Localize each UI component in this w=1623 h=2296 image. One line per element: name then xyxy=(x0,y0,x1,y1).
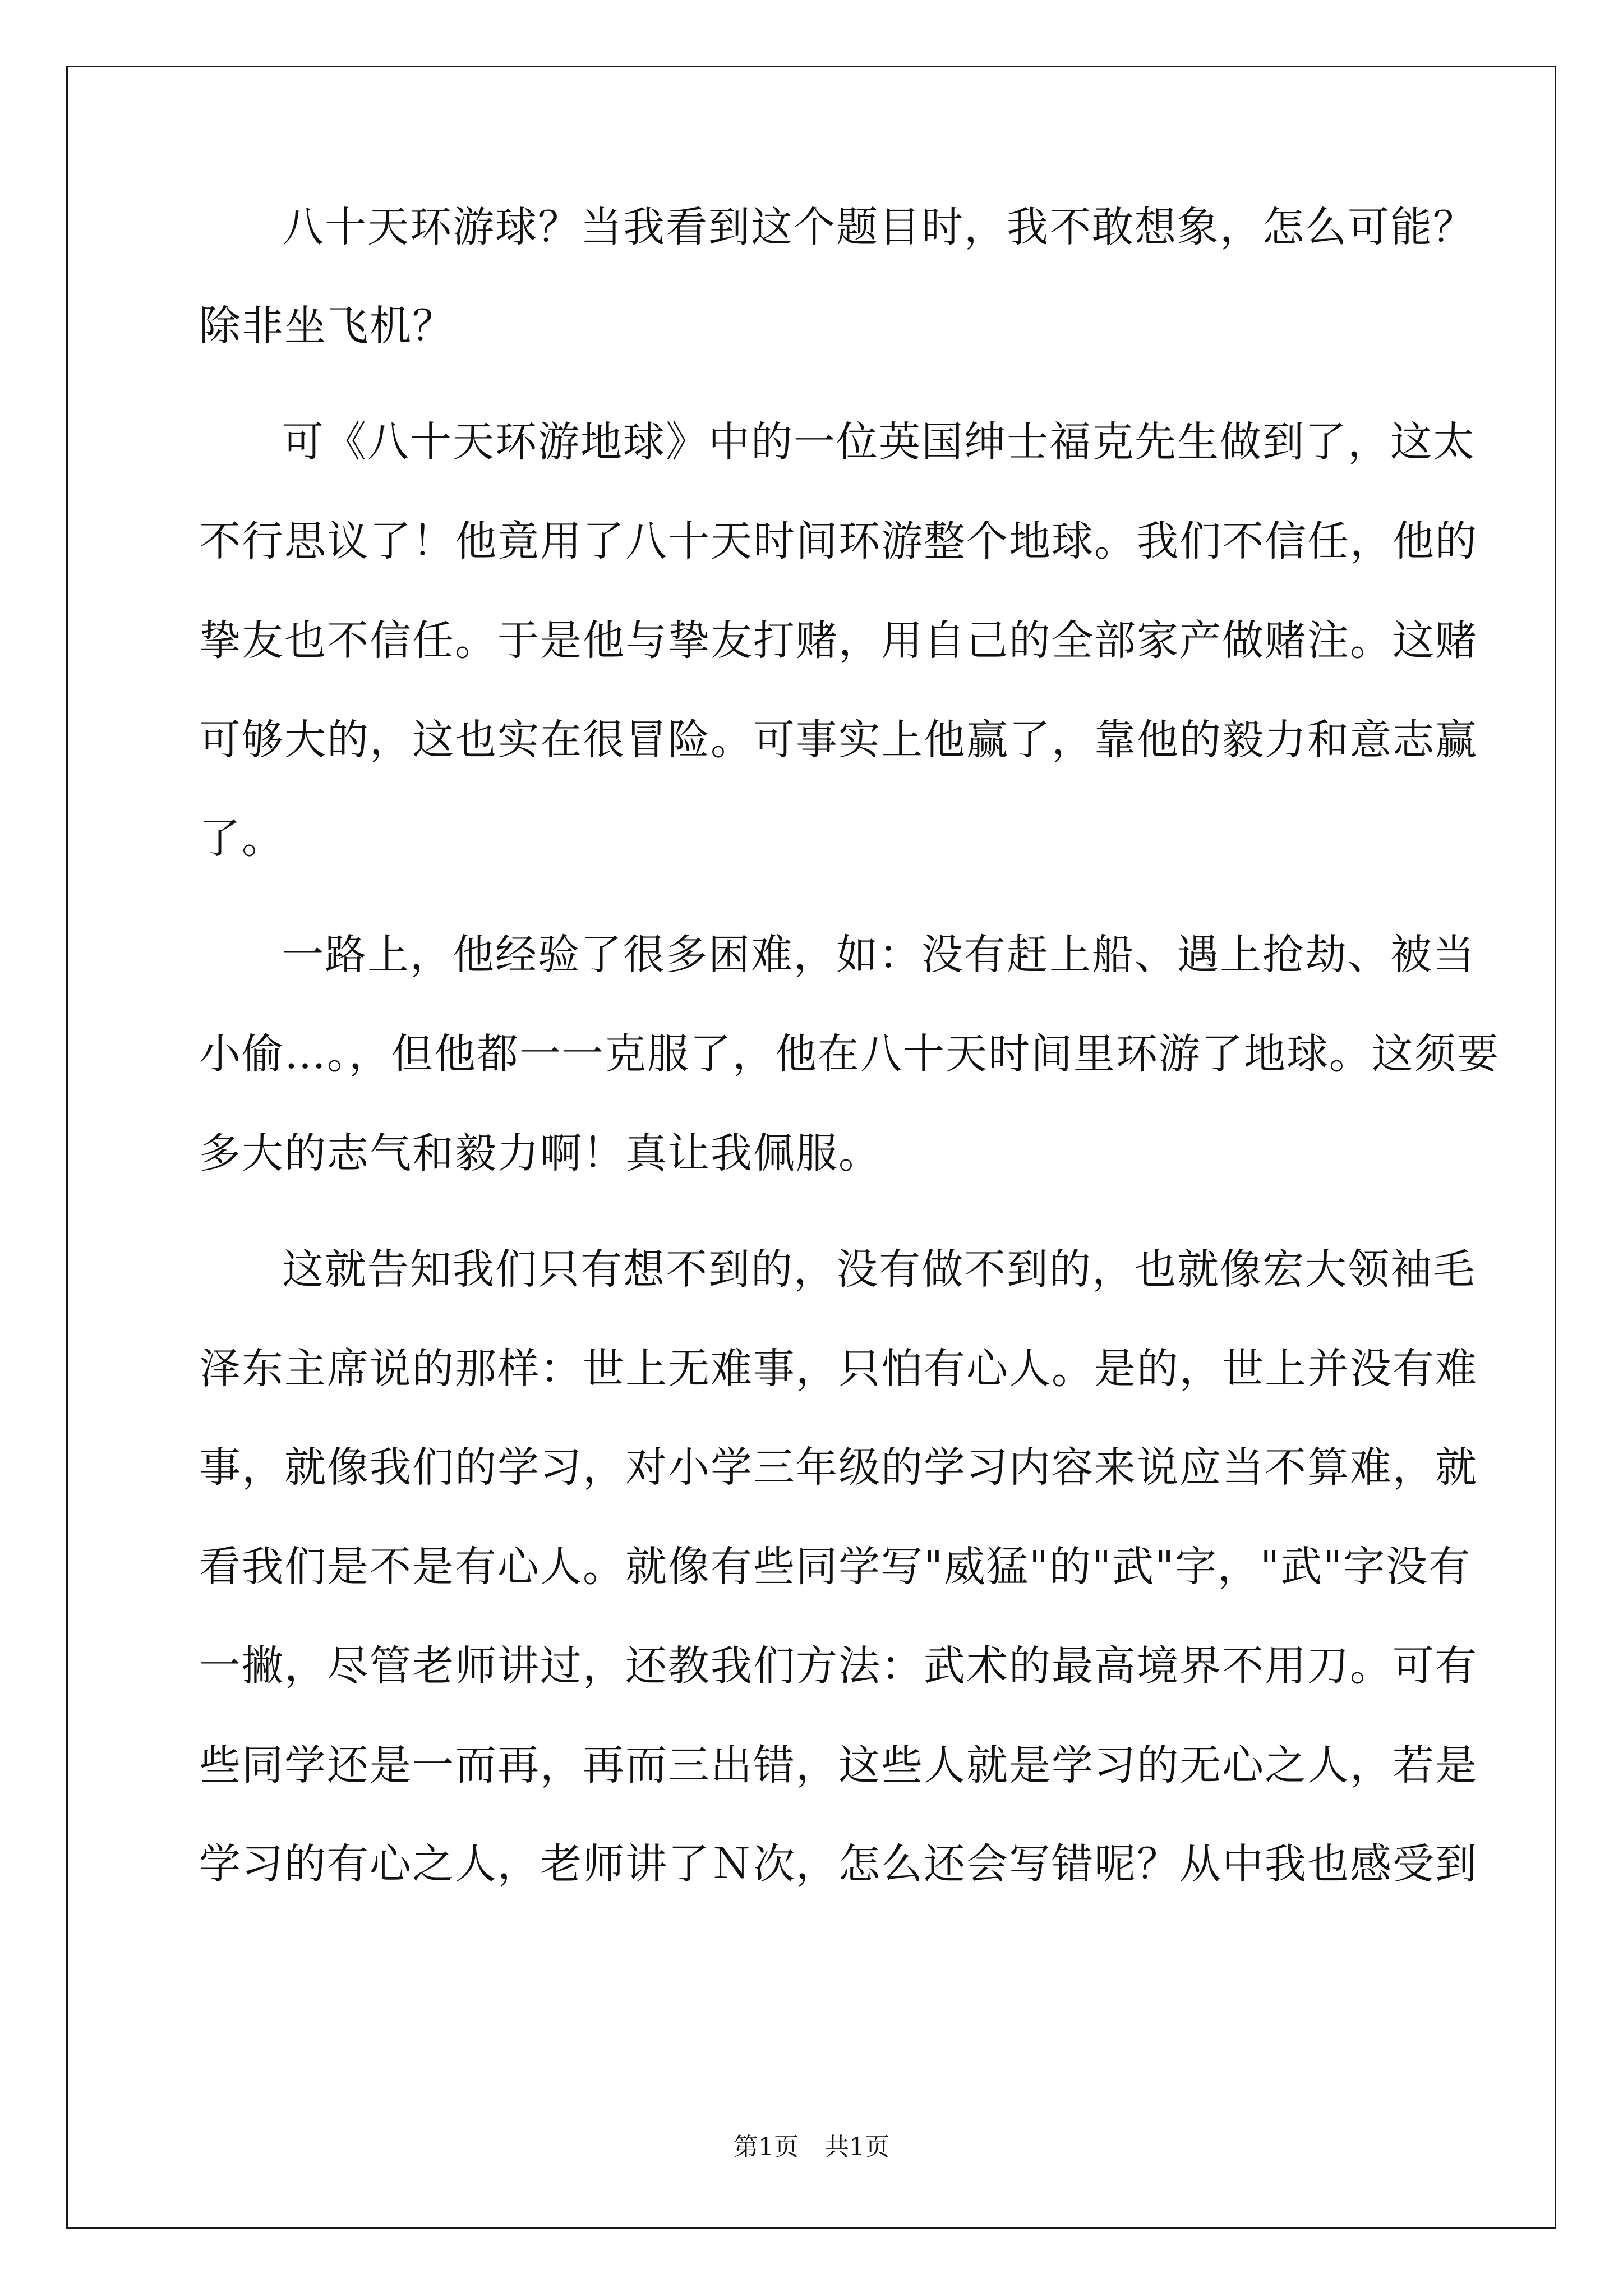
text-line: 泽东主席说的那样：世上无难事，只怕有心人。是的，世上并没有难 xyxy=(199,1345,1478,1393)
text-line: 小偷…。，但他都一一克服了，他在八十天时间里环游了地球。这须要 xyxy=(199,1030,1500,1078)
text-line: 一撇，尽管老师讲过，还教我们方法：武术的最高境界不用刀。可有 xyxy=(199,1642,1478,1690)
page-number-total: 共1页 xyxy=(824,2133,889,2161)
text-line: 了。 xyxy=(199,815,284,863)
text-line: 可《八十天环游地球》中的一位英国绅士福克先生做到了，这太 xyxy=(282,418,1476,466)
text-line: 不行思议了！他竟用了八十天时间环游整个地球。我们不信任，他的 xyxy=(199,517,1478,565)
page-number-current: 第1页 xyxy=(734,2133,799,2161)
text-line: 挚友也不信任。于是他与挚友打赌，用自己的全部家产做赌注。这赌 xyxy=(199,616,1478,665)
text-line: 一路上，他经验了很多困难，如：没有赶上船、遇上抢劫、被当 xyxy=(282,931,1476,979)
text-line: 八十天环游球？当我看到这个题目时，我不敢想象，怎么可能？ xyxy=(282,203,1476,251)
text-line: 些同学还是一而再，再而三出错，这些人就是学习的无心之人，若是 xyxy=(199,1741,1478,1789)
text-line: 学习的有心之人，老师讲了Ｎ次，怎么还会写错呢？从中我也感受到 xyxy=(199,1840,1478,1888)
text-line: 这就告知我们只有想不到的，没有做不到的，也就像宏大领袖毛 xyxy=(282,1245,1476,1294)
text-line: 除非坐飞机？ xyxy=(199,302,455,350)
text-line: 可够大的，这也实在很冒险。可事实上他赢了，靠他的毅力和意志赢 xyxy=(199,716,1478,764)
text-line: 多大的志气和毅力啊！真让我佩服。 xyxy=(199,1129,881,1177)
page-footer xyxy=(0,2131,1623,2164)
text-line: 事，就像我们的学习，对小学三年级的学习内容来说应当不算难，就 xyxy=(199,1443,1478,1492)
text-line: 看我们是不是有心人。就像有些同学写"威猛"的"武"字，"武"字没有 xyxy=(199,1543,1472,1591)
